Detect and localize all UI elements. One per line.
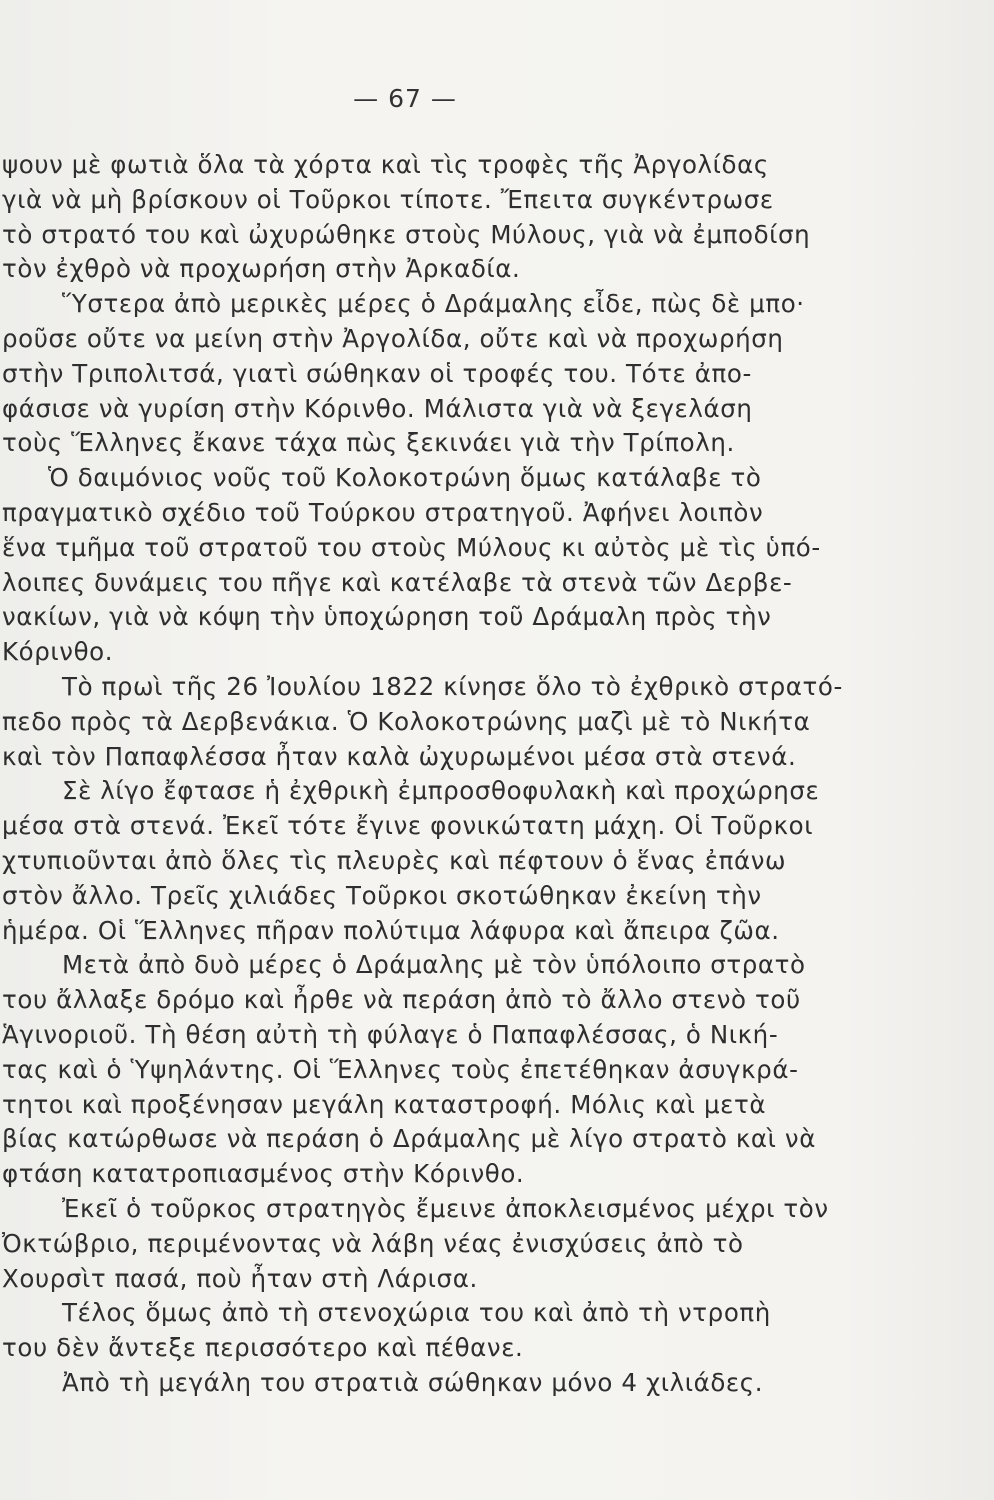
text-line: Μετὰ ἀπὸ δυὸ μέρες ὁ Δράμαλης μὲ τὸν ὑπόλοιπο στρατὸ [62,950,806,980]
text-line: Κόρινθο. [2,637,114,667]
text-line: ροῦσε οὔτε να μείνη στὴν Ἀργολίδα, οὔτε καὶ νὰ προχωρήση [2,324,784,353]
text-line: του δὲν ἄντεξε περισσότερο καὶ πέθανε. [2,1333,524,1363]
text-line: Ἀπὸ τὴ μεγάλη του στρατιὰ σώθηκαν μόνο 4 χιλιάδες. [62,1368,764,1397]
text-line: στὸν ἄλλο. Τρεῖς χιλιάδες Τοῦρκοι σκοτώθηκαν ἐκείνη τὴν [2,880,762,910]
text-line: τητοι καὶ προξένησαν μεγάλη καταστροφή. Μόλις καὶ μετὰ [2,1089,767,1119]
text-line: Ἐκεῖ ὁ τοῦρκος στρατηγὸς ἔμεινε ἀποκλεισμένος μέχρι τὸν [62,1194,829,1223]
text-line: γιὰ νὰ μὴ βρίσκουν οἱ Τοῦρκοι τίποτε. Ἔπειτα συγκέντρωσε [2,184,774,214]
text-line: φτάση κατατροπιασμένος στὴν Κόρινθο. [2,1159,525,1189]
text-line: καὶ τὸν Παπαφλέσσα ἦταν καλὰ ὠχυρωμένοι μέσα στὰ στενά. [2,741,797,771]
text-line: ἕνα τμῆμα τοῦ στρατοῦ του στοὺς Μύλους κι αὐτὸς μὲ τὶς ὑπό- [2,532,821,562]
text-line: Τὸ πρωὶ τῆς 26 Ἰουλίου 1822 κίνησε ὅλο τὸ ἐχθρικὸ στρατό- [62,672,843,701]
text-line: μέσα στὰ στενά. Ἐκεῖ τότε ἔγινε φονικώτατη μάχη. Οἱ Τοῦρκοι [2,811,814,841]
text-line: πραγματικὸ σχέδιο τοῦ Τούρκου στρατηγοῦ. Ἀφήνει λοιπὸν [2,498,764,527]
text-line: ἡμέρα. Οἱ Ἕλληνες πῆραν πολύτιμα λάφυρα καὶ ἄπειρα ζῶα. [2,915,780,945]
text-line: Τέλος ὅμως ἀπὸ τὴ στενοχώρια του καὶ ἀπὸ τὴ ντροπὴ [62,1298,771,1328]
text-line: ψουν μὲ φωτιὰ ὅλα τὰ χόρτα καὶ τὶς τροφὲς τῆς Ἀργολίδας [2,150,769,179]
text-line: τας καὶ ὁ Ὑψηλάντης. Οἱ Ἕλληνες τοὺς ἐπετέθηκαν ἀσυγκρά- [2,1054,799,1084]
text-line: Χουρσὶτ πασά, ποὺ ἦταν στὴ Λάρισα. [2,1263,478,1293]
text-line: του ἄλλαξε δρόμο καὶ ἦρθε νὰ περάση ἀπὸ τὸ ἄλλο στενὸ τοῦ [2,985,801,1015]
text-line: Ὀκτώβριο, περιμένοντας νὰ λάβη νέας ἐνισχύσεις ἀπὸ τὸ [2,1228,744,1258]
text-line: χτυπιοῦνται ἀπὸ ὅλες τὶς πλευρὲς καὶ πέφτουν ὁ ἕνας ἐπάνω [2,846,787,875]
text-line: φάσισε νὰ γυρίση στὴν Κόρινθο. Μάλιστα γιὰ νὰ ξεγελάση [2,393,753,423]
text-line: Ὁ δαιμόνιος νοῦς τοῦ Κολοκοτρώνη ὅμως κατάλαβε τὸ [48,463,762,493]
text-line: λοιπες δυνάμεις του πῆγε καὶ κατέλαβε τὰ στενὰ τῶν Δερβε- [2,567,793,597]
text-line: Σὲ λίγο ἔφτασε ἡ ἐχθρικὴ ἐμπροσθοφυλακὴ καὶ προχώρησε [62,776,820,806]
text-line: βίας κατώρθωσε νὰ περάση ὁ Δράμαλης μὲ λίγο στρατὸ καὶ νὰ [2,1124,816,1154]
text-line: Ἁγινοριοῦ. Τὴ θέση αὐτὴ τὴ φύλαγε ὁ Παπαφλέσσας, ὁ Νική- [2,1020,779,1049]
page-number: — 67 — [353,84,457,113]
text-line: τὸ στρατό του καὶ ὠχυρώθηκε στοὺς Μύλους, γιὰ νὰ ἐμποδίση [2,219,811,249]
text-line: πεδο πρὸς τὰ Δερβενάκια. Ὁ Κολοκοτρώνης μαζὶ μὲ τὸ Νικήτα [2,706,811,736]
text-line: νακίων, γιὰ νὰ κόψη τὴν ὑποχώρηση τοῦ Δράμαλη πρὸς τὴν [2,602,772,632]
body-text [0,146,843,1397]
text-line: στὴν Τριπολιτσά, γιατὶ σώθηκαν οἱ τροφές του. Τότε ἀπο- [2,358,752,388]
text-line: Ὕστερα ἀπὸ μερικὲς μέρες ὁ Δράμαλης εἶδε, πὼς δὲ μπο· [62,289,805,319]
text-line: τὸν ἐχθρὸ νὰ προχωρήση στὴν Ἀρκαδία. [2,254,521,284]
text-line: τοὺς Ἕλληνες ἔκανε τάχα πὼς ξεκινάει γιὰ τὴν Τρίπολη. [2,428,735,458]
